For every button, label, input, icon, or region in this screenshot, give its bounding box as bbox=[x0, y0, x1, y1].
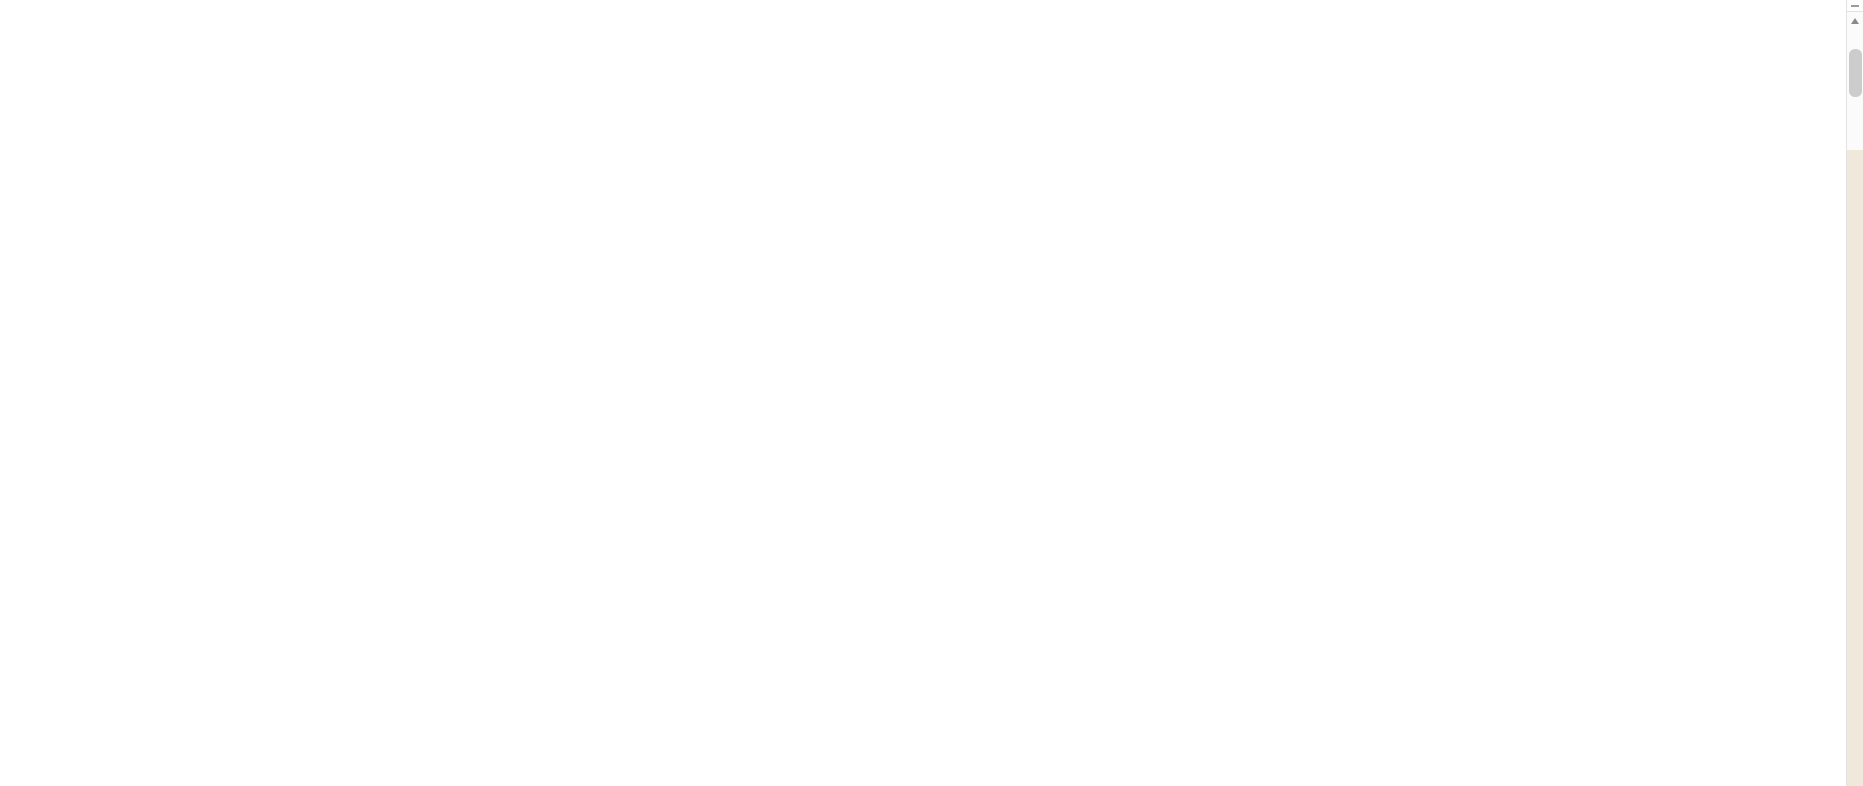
scrollbar-thumb[interactable] bbox=[1849, 49, 1862, 97]
scrollbar-split-handle[interactable] bbox=[1847, 0, 1863, 12]
vertical-scrollbar[interactable] bbox=[1846, 0, 1863, 786]
scroll-up-arrow-icon[interactable] bbox=[1847, 12, 1863, 30]
